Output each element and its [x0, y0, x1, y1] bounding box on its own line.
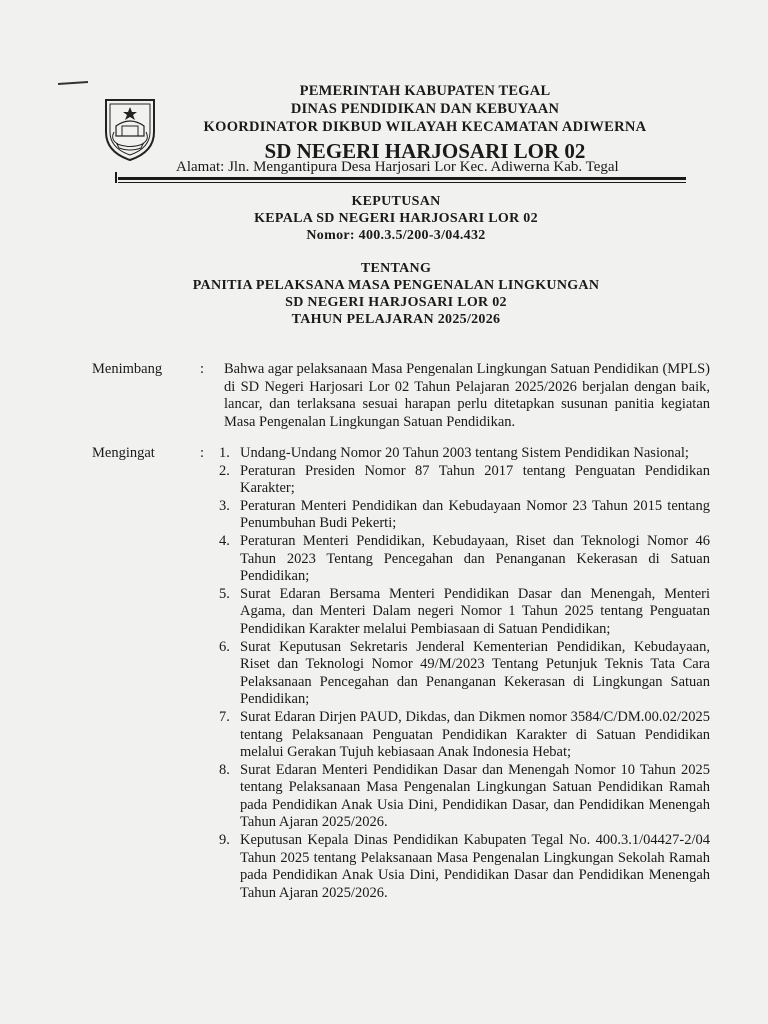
list-item: [92, 463, 712, 498]
letterhead-school-name: SD NEGERI HARJOSARI LOR 02: [264, 139, 586, 163]
list-item-number: 5.: [219, 585, 230, 602]
list-item: [92, 709, 712, 762]
subject-line-2: SD NEGERI HARJOSARI LOR 02: [285, 295, 507, 310]
decree-number: Nomor: 400.3.5/200-3/04.432: [306, 228, 486, 243]
list-item: [92, 498, 712, 533]
letterhead-government: PEMERINTAH KABUPATEN TEGAL: [299, 83, 551, 99]
list-item-number: 4.: [219, 532, 230, 549]
subject-line-1: PANITIA PELAKSANA MASA PENGENALAN LINGKUNGAN: [192, 278, 600, 293]
list-item-text: Peraturan Menteri Pendidikan dan Kebudayaan Nomor 23 Tahun 2015 tentang Penumbuhan Budi Pekerti;: [240, 497, 710, 532]
list-item-text: Undang-Undang Nomor 20 Tahun 2003 tentang Sistem Pendidikan Nasional;: [240, 445, 689, 461]
list-item-text: Peraturan Presiden Nomor 87 Tahun 2017 tentang Penguatan Pendidikan Karakter;: [240, 462, 710, 497]
considering-label: Menimbang: [92, 361, 163, 377]
list-item: [92, 533, 712, 586]
list-item-text: Surat Edaran Dirjen PAUD, Dikdas, dan Dikmen nomor 3584/C/DM.00.02/2025 tentang Pelaksanaan Penguatan Pendidikan Karakter di Satuan Pendidikan melalui Gerakan Tujuh kebiasaan Anak Indonesia Hebat;: [240, 708, 710, 761]
list-item-text: Surat Keputusan Sekretaris Jenderal Kementerian Pendidikan, Kebudayaan, Riset dan Teknologi Nomor 49/M/2023 Tentang Petunjuk Teknis Tata Cara Pelaksanaan Pencegahan dan Penanganan Kekerasan di Lingkungan Satuan Pendidikan;: [240, 638, 710, 708]
subject-line-3: TAHUN PELAJARAN 2025/2026: [291, 312, 501, 327]
decree-heading: [100, 193, 692, 244]
letterhead: [160, 82, 690, 164]
letterhead-address: Alamat: Jln. Mengantipura Desa Harjosari Lor Kec. Adiwerna Kab. Tegal: [176, 159, 619, 175]
list-item-text: Peraturan Menteri Pendidikan, Kebudayaan, Riset dan Teknologi Nomor 46 Tahun 2023 Tentang Pencegahan dan Penanganan Kekerasan di Satuan Pendidikan;: [240, 532, 710, 585]
decree-subject: [100, 260, 692, 328]
recalling-label: Mengingat: [92, 445, 155, 461]
list-item: [92, 445, 712, 463]
list-item-number: 8.: [219, 761, 230, 778]
considering-text: Bahwa agar pelaksanaan Masa Pengenalan Lingkungan Satuan Pendidikan (MPLS) di SD Negeri Harjosari Lor 02 Tahun Pelajaran 2025/2026 berjalan dengan baik, lancar, dan terlaksana sesuai harapan perlu ditetapkan susunan panitia kegiatan Masa Pengenalan Lingkungan Satuan Pendidikan.: [224, 361, 710, 430]
subject-label: TENTANG: [360, 261, 432, 276]
list-item: [92, 586, 712, 639]
list-item-text: Surat Edaran Bersama Menteri Pendidikan Dasar dan Menengah, Menteri Agama, dan Menteri Dalam negeri Nomor 1 Tahun 2025 tentang Penguatan Pendidikan Karakter melalui Pembiasaan di Satuan Pendidikan;: [240, 585, 710, 637]
list-item-number: 1.: [219, 445, 230, 461]
letterhead-coordinator: KOORDINATOR DIKBUD WILAYAH KECAMATAN ADIWERNA: [203, 119, 647, 135]
list-item-number: 9.: [219, 832, 230, 849]
scan-mark: [58, 81, 88, 85]
letterhead-rule-tick: [115, 172, 117, 183]
decree-issuer: KEPALA SD NEGERI HARJOSARI LOR 02: [254, 211, 538, 226]
list-item-text: Keputusan Kepala Dinas Pendidikan Kabupaten Tegal No. 400.3.1/04427-2/04 Tahun 2025 tentang Pelaksanaan Masa Pengenalan Lingkungan Sekolah Ramah pada Pendidikan Anak Usia Dini, Pendidikan Dasar dan Pendidikan Menengah Tahun Ajaran 2025/2026.: [240, 832, 710, 901]
legal-basis-list: [92, 445, 712, 902]
list-item-number: 3.: [219, 497, 230, 514]
letterhead-agency: DINAS PENDIDIKAN DAN KEBUYAAN: [290, 101, 560, 117]
recalling-colon: :: [200, 445, 205, 461]
list-item: [92, 762, 712, 832]
letterhead-rule-thin: [118, 182, 686, 183]
decree-title: KEPUTUSAN: [351, 194, 441, 209]
letterhead-rule-thick: [118, 177, 686, 180]
list-item-number: 6.: [219, 638, 230, 655]
regency-coat-of-arms-icon: [100, 92, 160, 164]
considering-colon: :: [200, 361, 205, 377]
list-item: [92, 832, 712, 902]
list-item: [92, 639, 712, 709]
list-item-number: 2.: [219, 462, 230, 479]
list-item-number: 7.: [219, 708, 230, 725]
list-item-text: Surat Edaran Menteri Pendidikan Dasar dan Menengah Nomor 10 Tahun 2025 tentang Pelaksanaan Masa Pengenalan Lingkungan Satuan Pendidikan Ramah pada Pendidikan Anak Usia Dini, Pendidikan Dasar, dan Pendidikan Menengah Tahun Ajaran 2025/2026.: [240, 761, 710, 831]
